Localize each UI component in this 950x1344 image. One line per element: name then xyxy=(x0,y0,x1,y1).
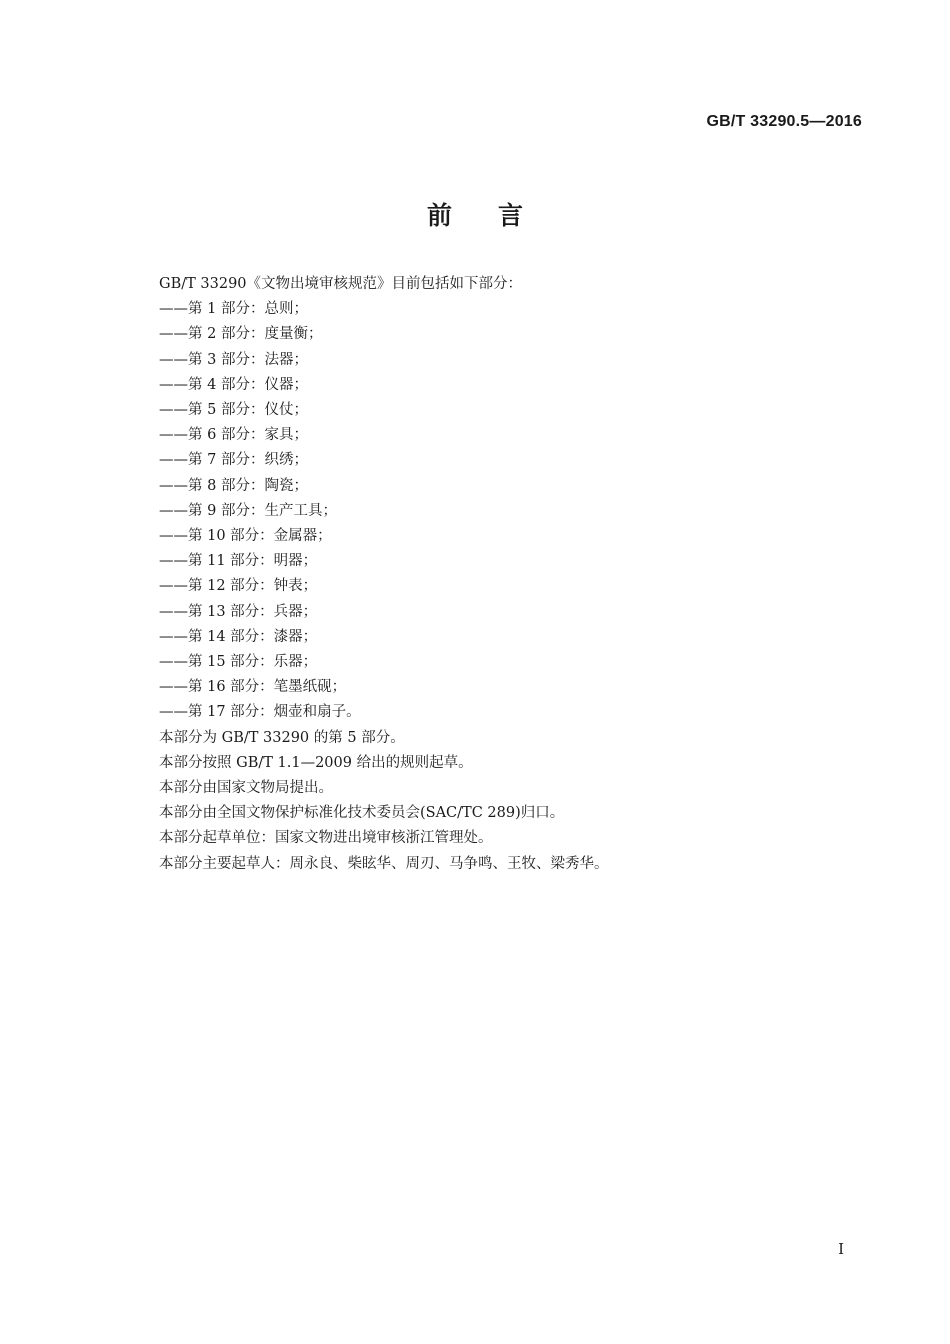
list-item: ——第 8 部分：陶瓷； xyxy=(159,477,308,494)
list-item: ——第 9 部分：生产工具； xyxy=(159,502,337,519)
list-item: ——第 11 部分：明器； xyxy=(159,553,318,570)
list-item: ——第 2 部分：度量衡； xyxy=(159,326,323,343)
document-body xyxy=(159,272,859,877)
list-item: ——第 5 部分：仪仗； xyxy=(159,402,308,419)
list-item: ——第 3 部分：法器； xyxy=(159,351,308,368)
statement-part-number: 本部分为 GB/T 33290 的第 5 部分。 xyxy=(159,729,405,746)
list-item: ——第 10 部分：金属器； xyxy=(159,528,332,545)
statement-committee: 本部分由全国文物保护标准化技术委员会(SAC/TC 289)归口。 xyxy=(159,805,565,822)
list-item: ——第 16 部分：笔墨纸砚； xyxy=(159,679,347,696)
list-item: ——第 15 部分：乐器； xyxy=(159,654,318,671)
parts-list xyxy=(159,297,859,725)
statement-proposer: 本部分由国家文物局提出。 xyxy=(159,780,333,797)
statement-drafters: 本部分主要起草人：周永良、柴眩华、周刃、马争鸣、王牧、梁秀华。 xyxy=(159,855,609,872)
list-item: ——第 17 部分：烟壶和扇子。 xyxy=(159,704,361,721)
list-item: ——第 4 部分：仪器； xyxy=(159,376,308,393)
list-item: ——第 14 部分：漆器； xyxy=(159,628,318,645)
list-item: ——第 1 部分：总则； xyxy=(159,301,308,318)
page-title: 前言 xyxy=(426,201,569,230)
statement-drafting-unit: 本部分起草单位：国家文物进出境审核浙江管理处。 xyxy=(159,830,493,847)
intro-paragraph: GB/T 33290《文物出境审核规范》目前包括如下部分： xyxy=(159,276,523,292)
list-item: ——第 13 部分：兵器； xyxy=(159,603,318,620)
list-item: ——第 7 部分：织绣； xyxy=(159,452,308,469)
list-item: ——第 6 部分：家具； xyxy=(159,427,308,444)
statements xyxy=(159,726,859,877)
statement-drafting-rules: 本部分按照 GB/T 1.1—2009 给出的规则起草。 xyxy=(159,754,473,771)
page-number: I xyxy=(838,1240,844,1258)
standard-code: GB/T 33290.5—2016 xyxy=(706,113,862,130)
list-item: ——第 12 部分：钟表； xyxy=(159,578,318,595)
